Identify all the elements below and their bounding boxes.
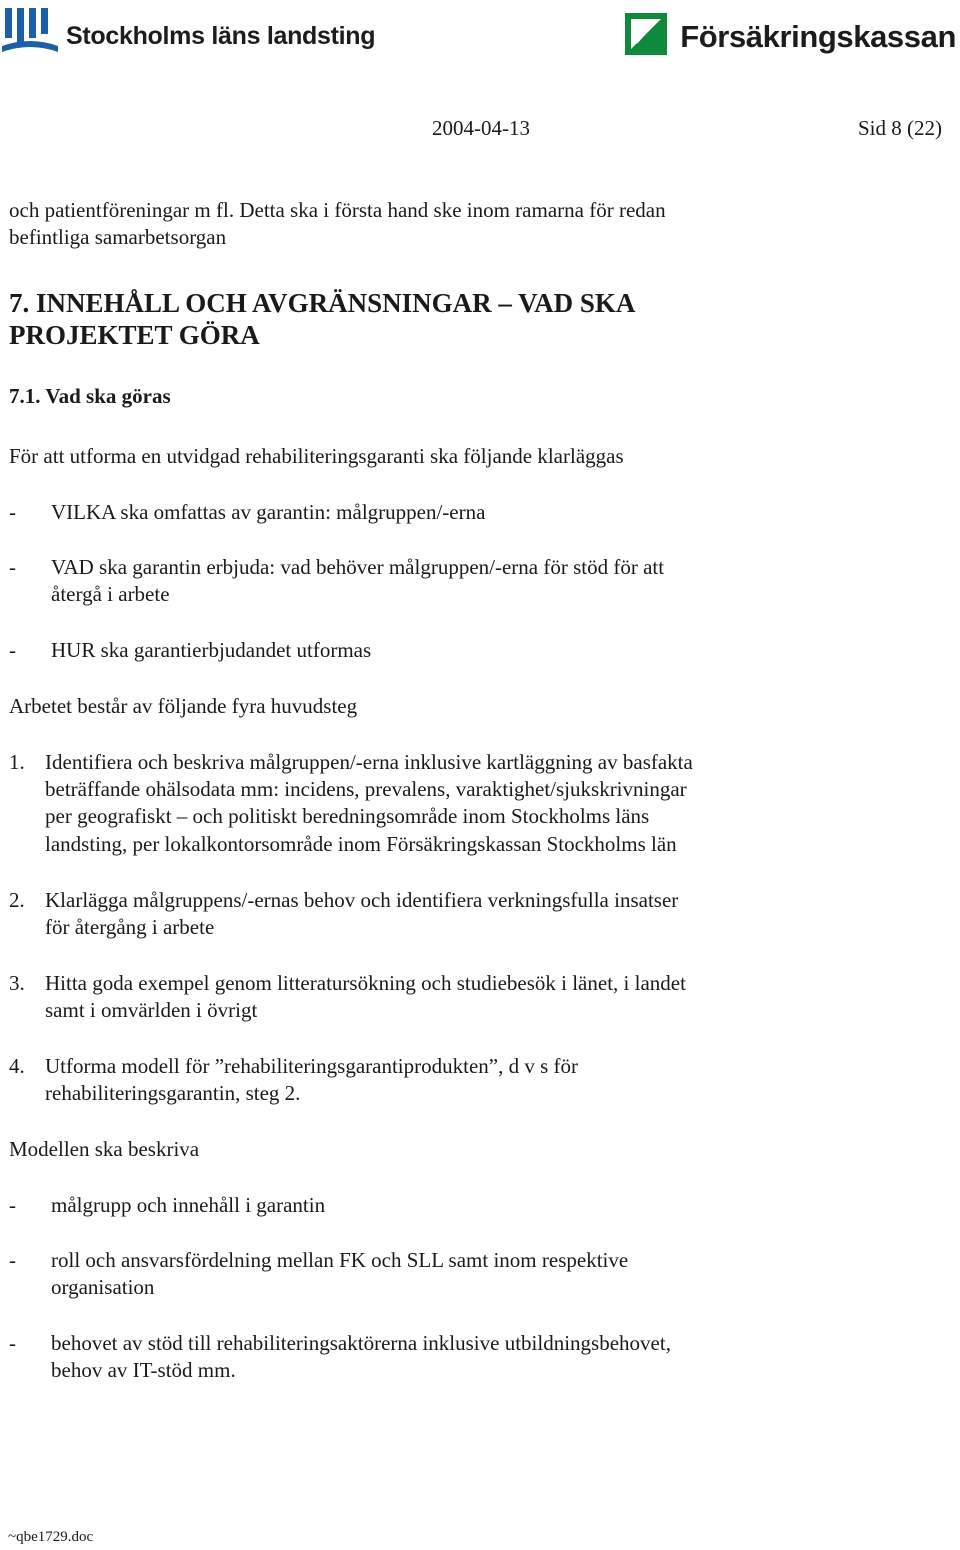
list-dash: -	[9, 1331, 16, 1355]
step-text: samt i omvärlden i övrigt	[45, 998, 258, 1022]
question-item: HUR ska garantierbjudandet utformas	[51, 638, 372, 662]
step-text: Klarlägga målgruppens/-ernas behov och identifiera verkningsfulla insatser	[45, 888, 679, 912]
model-item-cont: organisation	[51, 1275, 155, 1299]
step-text: landsting, per lokalkontorsområde inom Försäkringskassan Stockholms län	[45, 832, 677, 856]
step-text: Utforma modell för ”rehabiliteringsgarantiprodukten”, d v s för	[45, 1054, 578, 1078]
document-date: 2004-04-13	[432, 116, 530, 140]
step-text: rehabiliteringsgarantin, steg 2.	[45, 1081, 301, 1105]
steps-intro: Arbetet består av följande fyra huvudsteg	[9, 694, 358, 718]
sll-logo	[2, 4, 375, 54]
lead-text: För att utforma en utvidgad rehabiliteringsgaranti ska följande klarläggas	[9, 444, 624, 468]
sll-emblem-icon	[2, 6, 58, 52]
section-title-line-2: PROJEKTET GÖRA	[9, 320, 260, 350]
step-number: 4.	[9, 1054, 25, 1078]
subsection-title: 7.1. Vad ska göras	[9, 384, 171, 408]
list-dash: -	[9, 500, 16, 524]
list-dash: -	[9, 1248, 16, 1272]
intro-line-2: befintliga samarbetsorgan	[9, 225, 227, 249]
fk-emblem-icon	[624, 12, 668, 56]
list-dash: -	[9, 1193, 16, 1217]
model-item-cont: behov av IT-stöd mm.	[51, 1358, 236, 1382]
page-number: Sid 8 (22)	[858, 116, 942, 140]
footer-filename: ~qbe1729.doc	[8, 1529, 94, 1545]
fk-logo	[624, 10, 956, 58]
step-text: per geografiskt – och politiskt beredningsområde inom Stockholms läns	[45, 804, 650, 828]
model-item: målgrupp och innehåll i garantin	[51, 1193, 326, 1217]
step-text: Hitta goda exempel genom litteratursökning och studiebesök i länet, i landet	[45, 971, 686, 995]
section-title-line-1: 7. INNEHÅLL OCH AVGRÄNSNINGAR – VAD SKA	[9, 288, 636, 318]
step-number: 1.	[9, 750, 25, 774]
sll-logo-text: Stockholms läns landsting	[66, 21, 376, 50]
list-dash: -	[9, 638, 16, 662]
question-item: VAD ska garantin erbjuda: vad behöver målgruppen/-erna för stöd för att	[51, 555, 665, 579]
step-text: beträffande ohälsodata mm: incidens, prevalens, varaktighet/sjukskrivningar	[45, 777, 687, 801]
question-item-cont: återgå i arbete	[51, 582, 170, 606]
model-item: behovet av stöd till rehabiliteringsaktörerna inklusive utbildningsbehovet,	[51, 1331, 671, 1355]
step-text: för återgång i arbete	[45, 915, 215, 939]
step-text: Identifiera och beskriva målgruppen/-erna inklusive kartläggning av basfakta	[45, 750, 693, 774]
intro-line-1: och patientföreningar m fl. Detta ska i första hand ske inom ramarna för redan	[9, 198, 666, 222]
fk-logo-text: Försäkringskassan	[680, 19, 956, 54]
step-number: 3.	[9, 971, 25, 995]
list-dash: -	[9, 555, 16, 579]
question-item: VILKA ska omfattas av garantin: målgruppen/-erna	[51, 500, 486, 524]
step-number: 2.	[9, 888, 25, 912]
model-intro: Modellen ska beskriva	[9, 1137, 200, 1161]
model-item: roll och ansvarsfördelning mellan FK och SLL samt inom respektive	[51, 1248, 629, 1272]
